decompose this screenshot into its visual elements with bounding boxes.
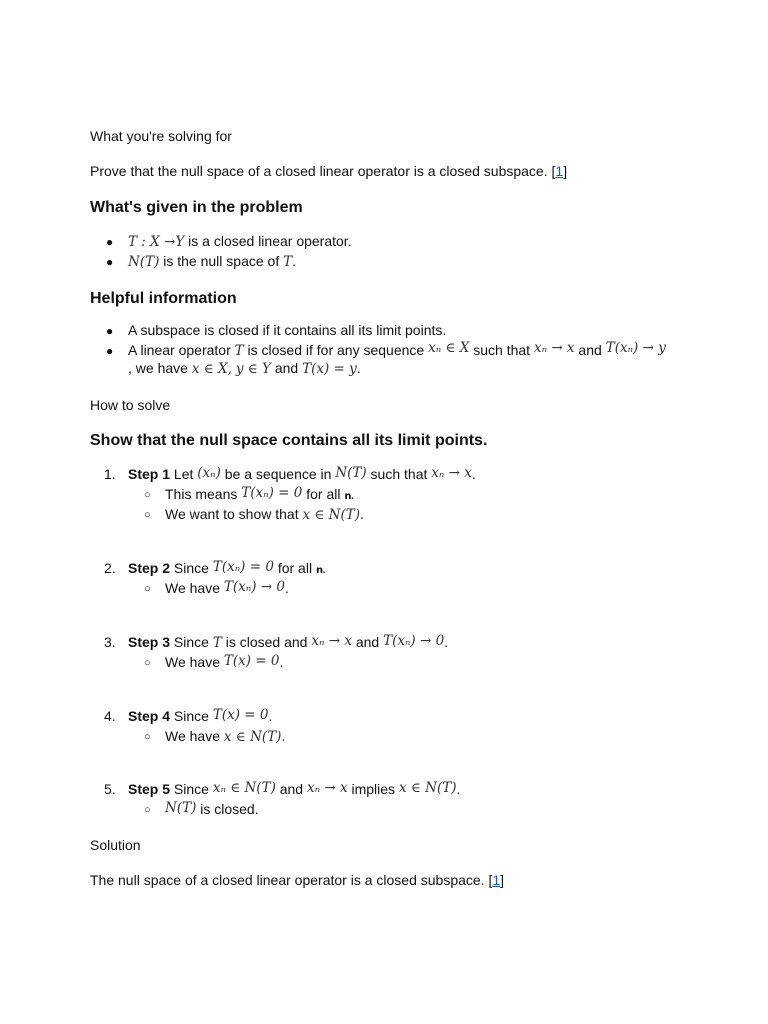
punctuation: . (444, 634, 449, 650)
list-item-text: is the null space of (159, 253, 284, 269)
math-expression: T(xₙ) = 0 (212, 559, 274, 575)
math-expression: T(xₙ) → y (605, 340, 666, 356)
step-number: 4. (104, 708, 116, 724)
bullet-icon: ● (106, 324, 114, 338)
math-variable: n (344, 491, 351, 502)
text-segment: be a sequence in (220, 466, 336, 482)
step-number: 1. (104, 466, 116, 482)
step-label: Step 3 (128, 634, 171, 650)
list-item-text: A subspace is closed if it contains all its limit points. (128, 322, 447, 338)
sub-bullet-icon: ○ (144, 657, 151, 669)
heading-given: What's given in the problem (90, 199, 303, 216)
text-segment: for all (302, 486, 345, 502)
math-expression: T (212, 635, 222, 651)
text-segment: Since (170, 781, 213, 797)
problem-statement (90, 163, 567, 179)
heading-helpful: Helpful information (90, 290, 237, 307)
math-expression: T(x) = y (302, 361, 357, 377)
math-expression: xₙ → x (431, 465, 472, 481)
math-expression: y ∈ Y (235, 361, 271, 377)
text-segment: is closed if for any sequence (243, 342, 429, 358)
punctuation: . (356, 360, 361, 376)
step-2 (90, 560, 690, 600)
sub-bullet-icon: ○ (144, 509, 151, 521)
math-expression: x ∈ N(T) (398, 780, 457, 796)
text-segment: and (351, 634, 384, 650)
step-label: Step 2 (128, 560, 171, 576)
text-segment: Since (170, 634, 213, 650)
math-variable: n (315, 565, 323, 576)
citation-link[interactable]: 1 (555, 163, 564, 179)
text-segment: Let (170, 466, 198, 482)
math-expression: xₙ ∈ N(T) (212, 780, 276, 796)
solution-text: The null space of a closed linear operator is a closed subspace. [ (90, 872, 493, 888)
text-segment: Since (170, 708, 213, 724)
section-label-solution: Solution (90, 837, 141, 853)
step-label: Step 4 (128, 708, 171, 724)
text-segment: We want to show that (165, 506, 303, 522)
punctuation: . (360, 506, 364, 522)
step-label: Step 5 (128, 781, 171, 797)
text-segment: and (275, 781, 307, 797)
step-1 (90, 466, 690, 526)
citation-close: ] (563, 163, 568, 179)
step-label: Step 1 (128, 466, 171, 482)
punctuation: . (281, 728, 286, 744)
punctuation: . (471, 466, 476, 482)
helpful-list (90, 322, 690, 380)
math-expression: T : X →Y (128, 234, 185, 250)
section-label-how: How to solve (90, 397, 171, 413)
step-number: 5. (104, 781, 116, 797)
math-expression: xₙ → x (311, 633, 352, 649)
solution-statement (90, 872, 504, 888)
sub-bullet-icon: ○ (144, 489, 151, 501)
math-expression: x ∈ N(T) (302, 507, 361, 523)
text-segment: This means (165, 486, 242, 502)
text-segment: for all (273, 560, 316, 576)
math-expression: (xₙ) (197, 465, 221, 481)
punctuation: . (279, 654, 284, 670)
math-expression: N(T) (128, 254, 160, 270)
math-expression: N(T) (165, 800, 197, 816)
math-expression: T(x) = 0 (212, 707, 269, 723)
given-list (90, 233, 690, 273)
citation-link[interactable]: 1 (492, 872, 501, 888)
math-expression: T (234, 343, 244, 359)
punctuation: . (285, 580, 289, 596)
math-expression: xₙ ∈ X (428, 340, 470, 356)
list-item-text: is a closed linear operator. (184, 233, 352, 249)
problem-text: Prove that the null space of a closed linear operator is a closed subspace. [ (90, 163, 556, 179)
step-3 (90, 634, 690, 674)
text-segment: implies (347, 781, 399, 797)
bullet-icon: ● (106, 235, 114, 249)
math-expression: N(T) (335, 465, 367, 481)
punctuation: . (350, 486, 355, 502)
text-segment: and (574, 342, 606, 358)
math-expression: T(x) = 0 (223, 653, 280, 669)
citation-close: ] (500, 872, 505, 888)
step-4 (90, 708, 690, 748)
text-segment: A linear operator (128, 342, 235, 358)
text-segment: , we have (128, 360, 192, 376)
punctuation: . (456, 781, 461, 797)
punctuation: . (322, 560, 326, 576)
math-expression: T(xₙ) → 0 (223, 579, 285, 595)
text-segment: such that (469, 342, 534, 358)
math-expression: x ∈ N(T) (223, 729, 282, 745)
text-segment: We have (165, 728, 224, 744)
list-item (90, 233, 690, 253)
text-segment: is closed. (196, 801, 259, 817)
math-expression: T (283, 254, 293, 270)
step-number: 3. (104, 634, 116, 650)
math-expression: x ∈ X, (191, 361, 232, 377)
list-item (90, 342, 690, 380)
text-segment: such that (366, 466, 432, 482)
math-expression: xₙ → x (306, 780, 348, 796)
section-label-solving: What you're solving for (90, 128, 232, 144)
punctuation: . (292, 253, 297, 269)
list-item (90, 322, 690, 342)
punctuation: . (268, 708, 273, 724)
step-5 (90, 781, 690, 821)
heading-show: Show that the null space contains all its limit points. (90, 432, 488, 449)
text-segment: We have (165, 654, 224, 670)
text-segment: We have (165, 580, 224, 596)
math-expression: xₙ → x (533, 340, 575, 356)
sub-bullet-icon: ○ (144, 583, 151, 595)
sub-bullet-icon: ○ (144, 731, 151, 743)
text-segment: and (270, 360, 303, 376)
sub-bullet-icon: ○ (144, 804, 151, 816)
text-segment: is closed and (221, 634, 312, 650)
bullet-icon: ● (106, 255, 114, 269)
math-expression: T(xₙ) → 0 (383, 633, 445, 649)
bullet-icon: ● (106, 344, 114, 358)
list-item (90, 253, 690, 273)
text-segment: Since (170, 560, 213, 576)
step-number: 2. (104, 560, 116, 576)
math-expression: T(xₙ) = 0 (241, 485, 303, 501)
